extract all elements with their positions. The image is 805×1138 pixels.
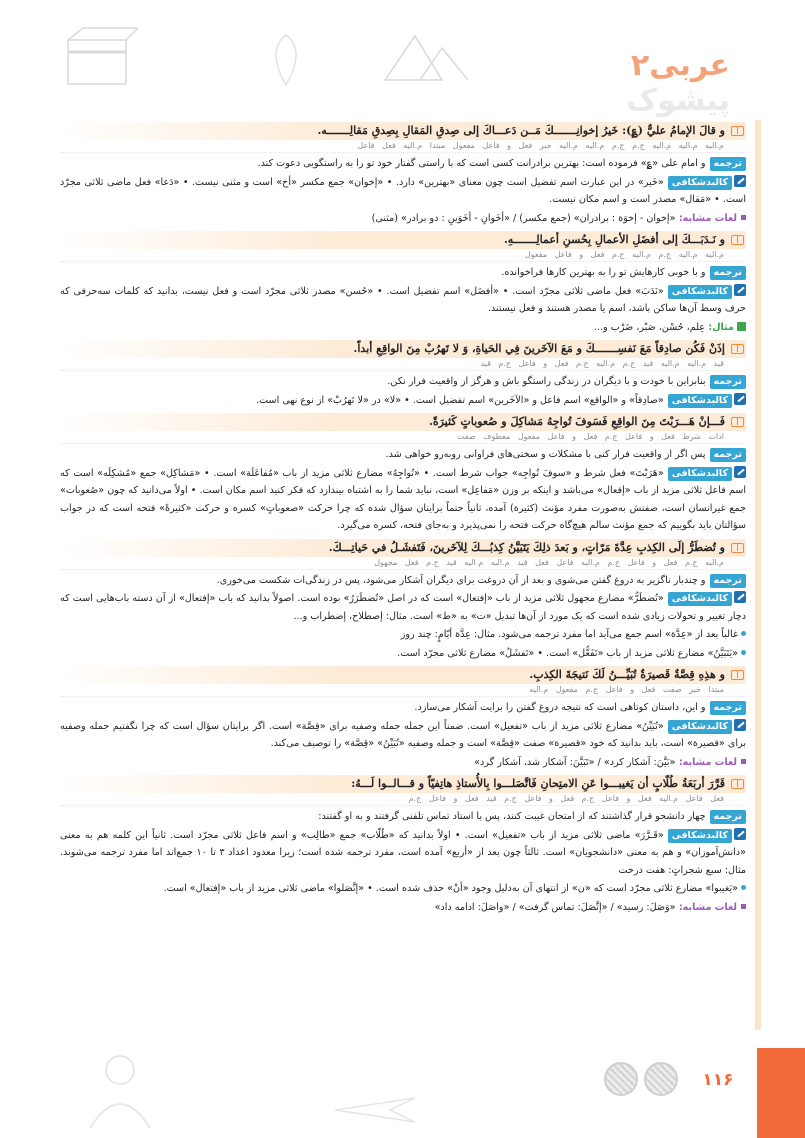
paragraph-text: «صادِقاً» و «الواقع» اسم فاعل و «الآخَرین» اسم تفضیل است. • «لا» در «لا تَهرُبْ» از نوع نهی است. [256, 394, 664, 406]
paragraph-text: پس اگر از واقعیت فرار کنی با مشکلات و سختی‌های فراوانی روبه‌رو خواهی شد. [385, 449, 706, 460]
grammar-analysis: مبتدا خبر صفت فعل و فاعل ج.م مفعول م.اليه [60, 684, 746, 697]
translation-paragraph [60, 572, 746, 590]
book-icon [731, 344, 744, 354]
translation-paragraph [60, 808, 746, 826]
arabic-sentence [60, 340, 746, 358]
person-doodle [70, 1040, 170, 1130]
similar-words [60, 754, 746, 772]
paragraph-text: «تُضطَرُّ» مضارع مجهول ثلاثی مزید از باب «إفتعال» است که در اصل «تُضطَرَرُ» بوده است. اصولاً بدانید که باب «إفتعال» از آن دسته باب‌هایی است که دچار تغییر و تحولات زیادی شده است که یک مورد از آن‌ها تبدیل «ت» به «ط» است. مثال: إصطلاح، إضطراب و... [60, 593, 746, 622]
similar-words [60, 210, 746, 228]
book-icon [731, 543, 744, 553]
translation-paragraph [60, 264, 746, 282]
page-number: ۱۱۶ [702, 1070, 734, 1090]
arabic-text: و هذِهِ قِصَّةٌ قَصيرَةٌ تُبَيِّـــنُ لَكَ نَتيجَةَ الكِذبِ. [529, 668, 725, 681]
bullet-dot-icon [741, 885, 746, 890]
section-tag: ترجمه [710, 157, 746, 171]
section-tag: ترجمه [710, 574, 746, 588]
pen-icon [734, 284, 746, 296]
bullet-note [60, 880, 746, 898]
section-tag: ترجمه [710, 375, 746, 389]
pen-icon [734, 175, 746, 187]
analysis-paragraph [60, 283, 746, 318]
section-tag: کالبدشکافی [668, 394, 732, 408]
lantern-doodle [256, 30, 316, 90]
arabic-sentence [60, 413, 746, 431]
analysis-paragraph [60, 465, 746, 535]
paragraph-text: و چندبار ناگزیر به دروغ گفتن می‌شوی و بعد از آن دروغت برای دیگران آشکار می‌شود، پس در زندگی‌ات شکست می‌خوری. [216, 574, 706, 586]
pen-icon [734, 466, 746, 478]
brand-sub: عربی۲ [630, 48, 730, 83]
pen-icon [734, 719, 746, 731]
grammar-analysis: م.اليه م.اليه ج.م م.اليه ج.م فعل و فاعل مفعول [60, 249, 746, 262]
grammar-analysis: ادات شرط فعل و فاعل ج.م فعل و فاعل مفعول معطوف صفت [60, 431, 746, 444]
paragraph-text: و با خوبی کارهایش تو را به بهترین کارها فراخوانده. [501, 267, 706, 278]
bullet-note [60, 626, 746, 644]
analysis-paragraph [60, 590, 746, 625]
right-margin-bar [755, 120, 761, 1030]
similar-words-text: «إخوان - إخوَة : برادران» (جمع مکسر) / «أخَوانِ - أخَوَینِ : دو برادر» (مثنی) [371, 212, 676, 224]
section-tag: ترجمه [710, 810, 746, 824]
grammar-analysis: فعل فاعل م.اليه فعل و فاعل ج.م فعل و فاعل ج.م قید فعل و فاعل ج.م [60, 793, 746, 806]
airplane-doodle [330, 1080, 420, 1130]
pen-icon [734, 591, 746, 603]
page-edge-tab [757, 1048, 805, 1138]
section-tag: کالبدشکافی [668, 829, 732, 843]
arabic-sentence [60, 666, 746, 684]
paragraph-text: چهار دانشجو قرار گذاشتند که از امتحان غیبت کنند، پس با استاد تماس تلفنی گرفتند و به او گفتند: [318, 811, 706, 822]
book-icon [731, 417, 744, 427]
arabic-text: فَـــإنْ هَـــرَبْتَ مِنَ الواقِعِ فَسَوفَ تُواجِهُ مَشاكِلَ و صُعوباتٍ كَثيرَةً. [429, 415, 725, 428]
similar-words-label: لغات مشابه: [675, 901, 737, 913]
translation-paragraph [60, 373, 746, 391]
arabic-text: قَرَّرَ أربَعَةُ طُلّابٍ أن يَغيبـــوا عَنِ الامتِحانِ فَاتَّصَلـــوا بِالأُستاذِ هاتِفيّاً و قـــالــوا لَـــهُ: [351, 777, 725, 790]
translation-paragraph [60, 699, 746, 717]
pen-icon [734, 828, 746, 840]
book-icon [731, 235, 744, 245]
arabic-sentence [60, 775, 746, 793]
arabic-sentence [60, 231, 746, 249]
similar-words [60, 899, 746, 917]
paragraph-text: «خَیر» در این عبارت اسم تفضیل است چون معنای «بهترین» دارد. • «إخوان» جمع مکسر «أخ» است و مثنی نیست. • «دَعا» فعل ماضی ثلاثی مجرّد است. • «مَقال» مصدر است و اسم مکان نیست. [60, 176, 746, 205]
section-tag: کالبدشکافی [668, 720, 732, 734]
brand-main: پیشوک [626, 83, 730, 118]
paragraph-text: «هَرَبْتَ» فعل شرط و «سوفَ تُواجِه» جواب شرط است. • «تُواجِهُ» مضارع ثلاثی مزید از باب «مُفاعَلَة» است. • «مَشاکِل» جمع «مُشکِلَه» است که اسم فاعل ثلاثی مزید از باب «إفعال» می‌باشد و اینکه بر وزن «مَفاعِل» است، نباید شما را به اشتباه بیندازد که فکر کنید اسم مکان است. • اولاً می‌دانید که چون «صُعوبات» جمع غیرانسان است، صفتش به‌صورت مفرد مؤنث (کثیرة) آمده، ثانیاً حتماً برایتان سؤال شده که چرا حرکت «صعوباتٍ» کسره و حرکت «کثیرةً» فتحه است که در جواب سؤالتان باید بگوییم که جمع مؤنث سالم هیچ‌گاه حرکت فتحه را نمی‌پذیرد و به‌جای فتحه، کسره می‌گیرد. [60, 467, 746, 531]
example-text: عِلم، حُسْن، صَبْر، ضَرْب و... [593, 321, 706, 333]
similar-words-text: «وَصَلَ: رسید» / «إتَّصَلَ: تماس گرفت» / «واصَلَ: ادامه داد» [434, 901, 676, 913]
decor-circle-1 [604, 1062, 638, 1096]
arabic-text: إذَنْ فَكُن صادِقاً مَعَ نَفسِـــــــكَ و مَعَ الآخَرينَ فِي الحَياةِ، وَ لا تَهرُبْ مِنَ الواقِعِ أبداً. [353, 342, 725, 355]
paragraph-text: «قَـرَّرَ» ماضی ثلاثی مزید از باب «تفعیل» است. • اولاً بدانید که «طُلّاب» جمع «طالِب» و اسم فاعل ثلاثی مجرّد است. ثانیاً این کلمه هم به معنی «دانش‌آموزان» و هم به معنی «دانشجویان» است. ثالثاً چون بعد از «أربع» آمده است، مفرد ترجمه شده است؛ زیرا معدود اعداد ۳ تا ۱۰ جمع‌اند اما مفرد ترجمه می‌شوند. مثال: سبع شجراتٍ: هفت درخت [60, 829, 746, 876]
arabic-sentence [60, 122, 746, 140]
paragraph-text: «تُبَیِّنُ» مضارع ثلاثی مزید از باب «تفعیل» است. ضمناً این جمله جمله وصفیه برای «قِصَّة» است. اگر برایتان سؤال است که چرا نگفتیم جمله وصفیه برای «قصیرة» است، باید بدانید که خود «قصیرة» صفت «قِصَّة» است و جمله وصفیه «تُبَیِّنُ» «قِصَّة» را توصیف می‌کند. [60, 720, 746, 749]
paragraph-text: بنابراین با خودت و با دیگران در زندگی راستگو باش و هرگز از واقعیت فرار نکن. [387, 376, 706, 387]
bullet-dot-icon [741, 650, 746, 655]
book-icon [731, 779, 744, 789]
arabic-text: و نَـدَبَـــكَ إلى أفضَلِ الأعمالِ بِحُسنِ أعمالِـــــــهِ. [503, 233, 725, 246]
analysis-paragraph [60, 718, 746, 753]
arabic-text: و تُضطَرُّ إلَى الكِذبِ عِدَّةَ مَرّاتٍ، و بَعدَ ذلِكَ يَتَبَيَّنُ كِذبُـــكَ لِلآخَرينَ، فَتَفشَـلُ في حَياتِـــكَ. [328, 540, 725, 554]
paragraph-text: و امام علی «؏» فرموده است: بهترین برادرانت کسی است که با راستی گفتار خود تو را به راستگویی دعوت کند. [257, 158, 706, 169]
book-icon [731, 670, 744, 680]
section-tag: کالبدشکافی [668, 467, 732, 481]
grammar-analysis: م.اليه ج.م فعل و فاعل ج.م م.اليه فاعل فعل قید م.اليه م.اليه قید ج.م فعل مجهول [60, 557, 746, 570]
section-tag: ترجمه [710, 448, 746, 462]
bullet-text: «یَتَبَیَّنُ» مضارع ثلاثی مزید از باب «تَفَعُّل» است. • «تَفشَلُ» مضارع ثلاثی مجرّد است. [397, 647, 738, 659]
lesson-content [60, 118, 746, 917]
pen-icon [734, 393, 746, 405]
square-bullet-icon [741, 904, 746, 909]
arabic-text: و قالَ الإمامُ عليٌّ (؏): خَيرُ إخوانِـــــــكَ مَــن دَعـــاكَ إلى صِدقِ المَقالِ بِصِدقِ مَقالِـــــــه. [317, 124, 725, 137]
bullet-dot-icon [741, 631, 746, 636]
book-icon [731, 126, 744, 136]
section-tag: کالبدشکافی [668, 285, 732, 299]
kaaba-doodle [58, 20, 138, 90]
bullet-note [60, 645, 746, 663]
section-tag: ترجمه [710, 266, 746, 280]
similar-words-label: لغات مشابه: [675, 212, 737, 224]
section-tag: کالبدشکافی [668, 592, 732, 606]
pyramid-doodle [380, 18, 470, 88]
example-line [60, 319, 746, 337]
paragraph-text: و این، داستان کوتاهی است که نتیجه دروغ گفتن را برایت آشکار می‌سازد. [414, 702, 706, 713]
check-icon [737, 322, 746, 331]
similar-words-label: لغات مشابه: [675, 756, 737, 768]
grammar-analysis: م.اليه م.اليه م.اليه ج.م ج.م م.اليه م.اليه خبر فعل و فاعل مفعول مبتدا م.اليه فعل فاعل [60, 140, 746, 153]
translation-paragraph [60, 446, 746, 464]
similar-words-text: «بَیَّنَ: آشکار کرد» / «تَبَیَّنَ: آشکار شد، آشکار گرد» [474, 756, 676, 768]
analysis-paragraph [60, 392, 746, 410]
analysis-paragraph [60, 827, 746, 880]
analysis-paragraph [60, 174, 746, 209]
bullet-text: غالباً بعد از «عِدَّة» اسم جمع می‌آید اما مفرد ترجمه می‌شود. مثال: عِدَّة أیّامٍ: چند روز [400, 629, 738, 640]
section-tag: کالبدشکافی [668, 176, 732, 190]
translation-paragraph [60, 155, 746, 173]
square-bullet-icon [741, 215, 746, 220]
square-bullet-icon [741, 759, 746, 764]
brand-logo [560, 48, 730, 118]
arabic-sentence [60, 539, 746, 557]
bullet-text: «یَغیبوا» مضارع ثلاثی مجرّد است که «ن» از انتهای آن به‌دلیل وجود «أنْ» حذف شده است. • «إتَّصَلوا» ماضی ثلاثی مزید از باب «إفتعال» است. [163, 883, 738, 894]
decor-circle-2 [644, 1062, 678, 1096]
grammar-analysis: قید م.اليه م.اليه قید ج.م م.اليه ج.م فعل و فاعل ج.م قید [60, 358, 746, 371]
example-label: مثال: [705, 321, 734, 333]
section-tag: ترجمه [710, 701, 746, 715]
paragraph-text: «نَدَبَ» فعل ماضی ثلاثی مجرّد است. • «أفضَل» اسم تفضیل است. • «حُسن» مصدر ثلاثی مجرّد است و فعل نیست، بدانید که کلمات سه‌حرفی که حرف وسط آن‌ها ساکن باشد، اسم یا مصدر هستند و فعل نیستند. [60, 285, 746, 314]
